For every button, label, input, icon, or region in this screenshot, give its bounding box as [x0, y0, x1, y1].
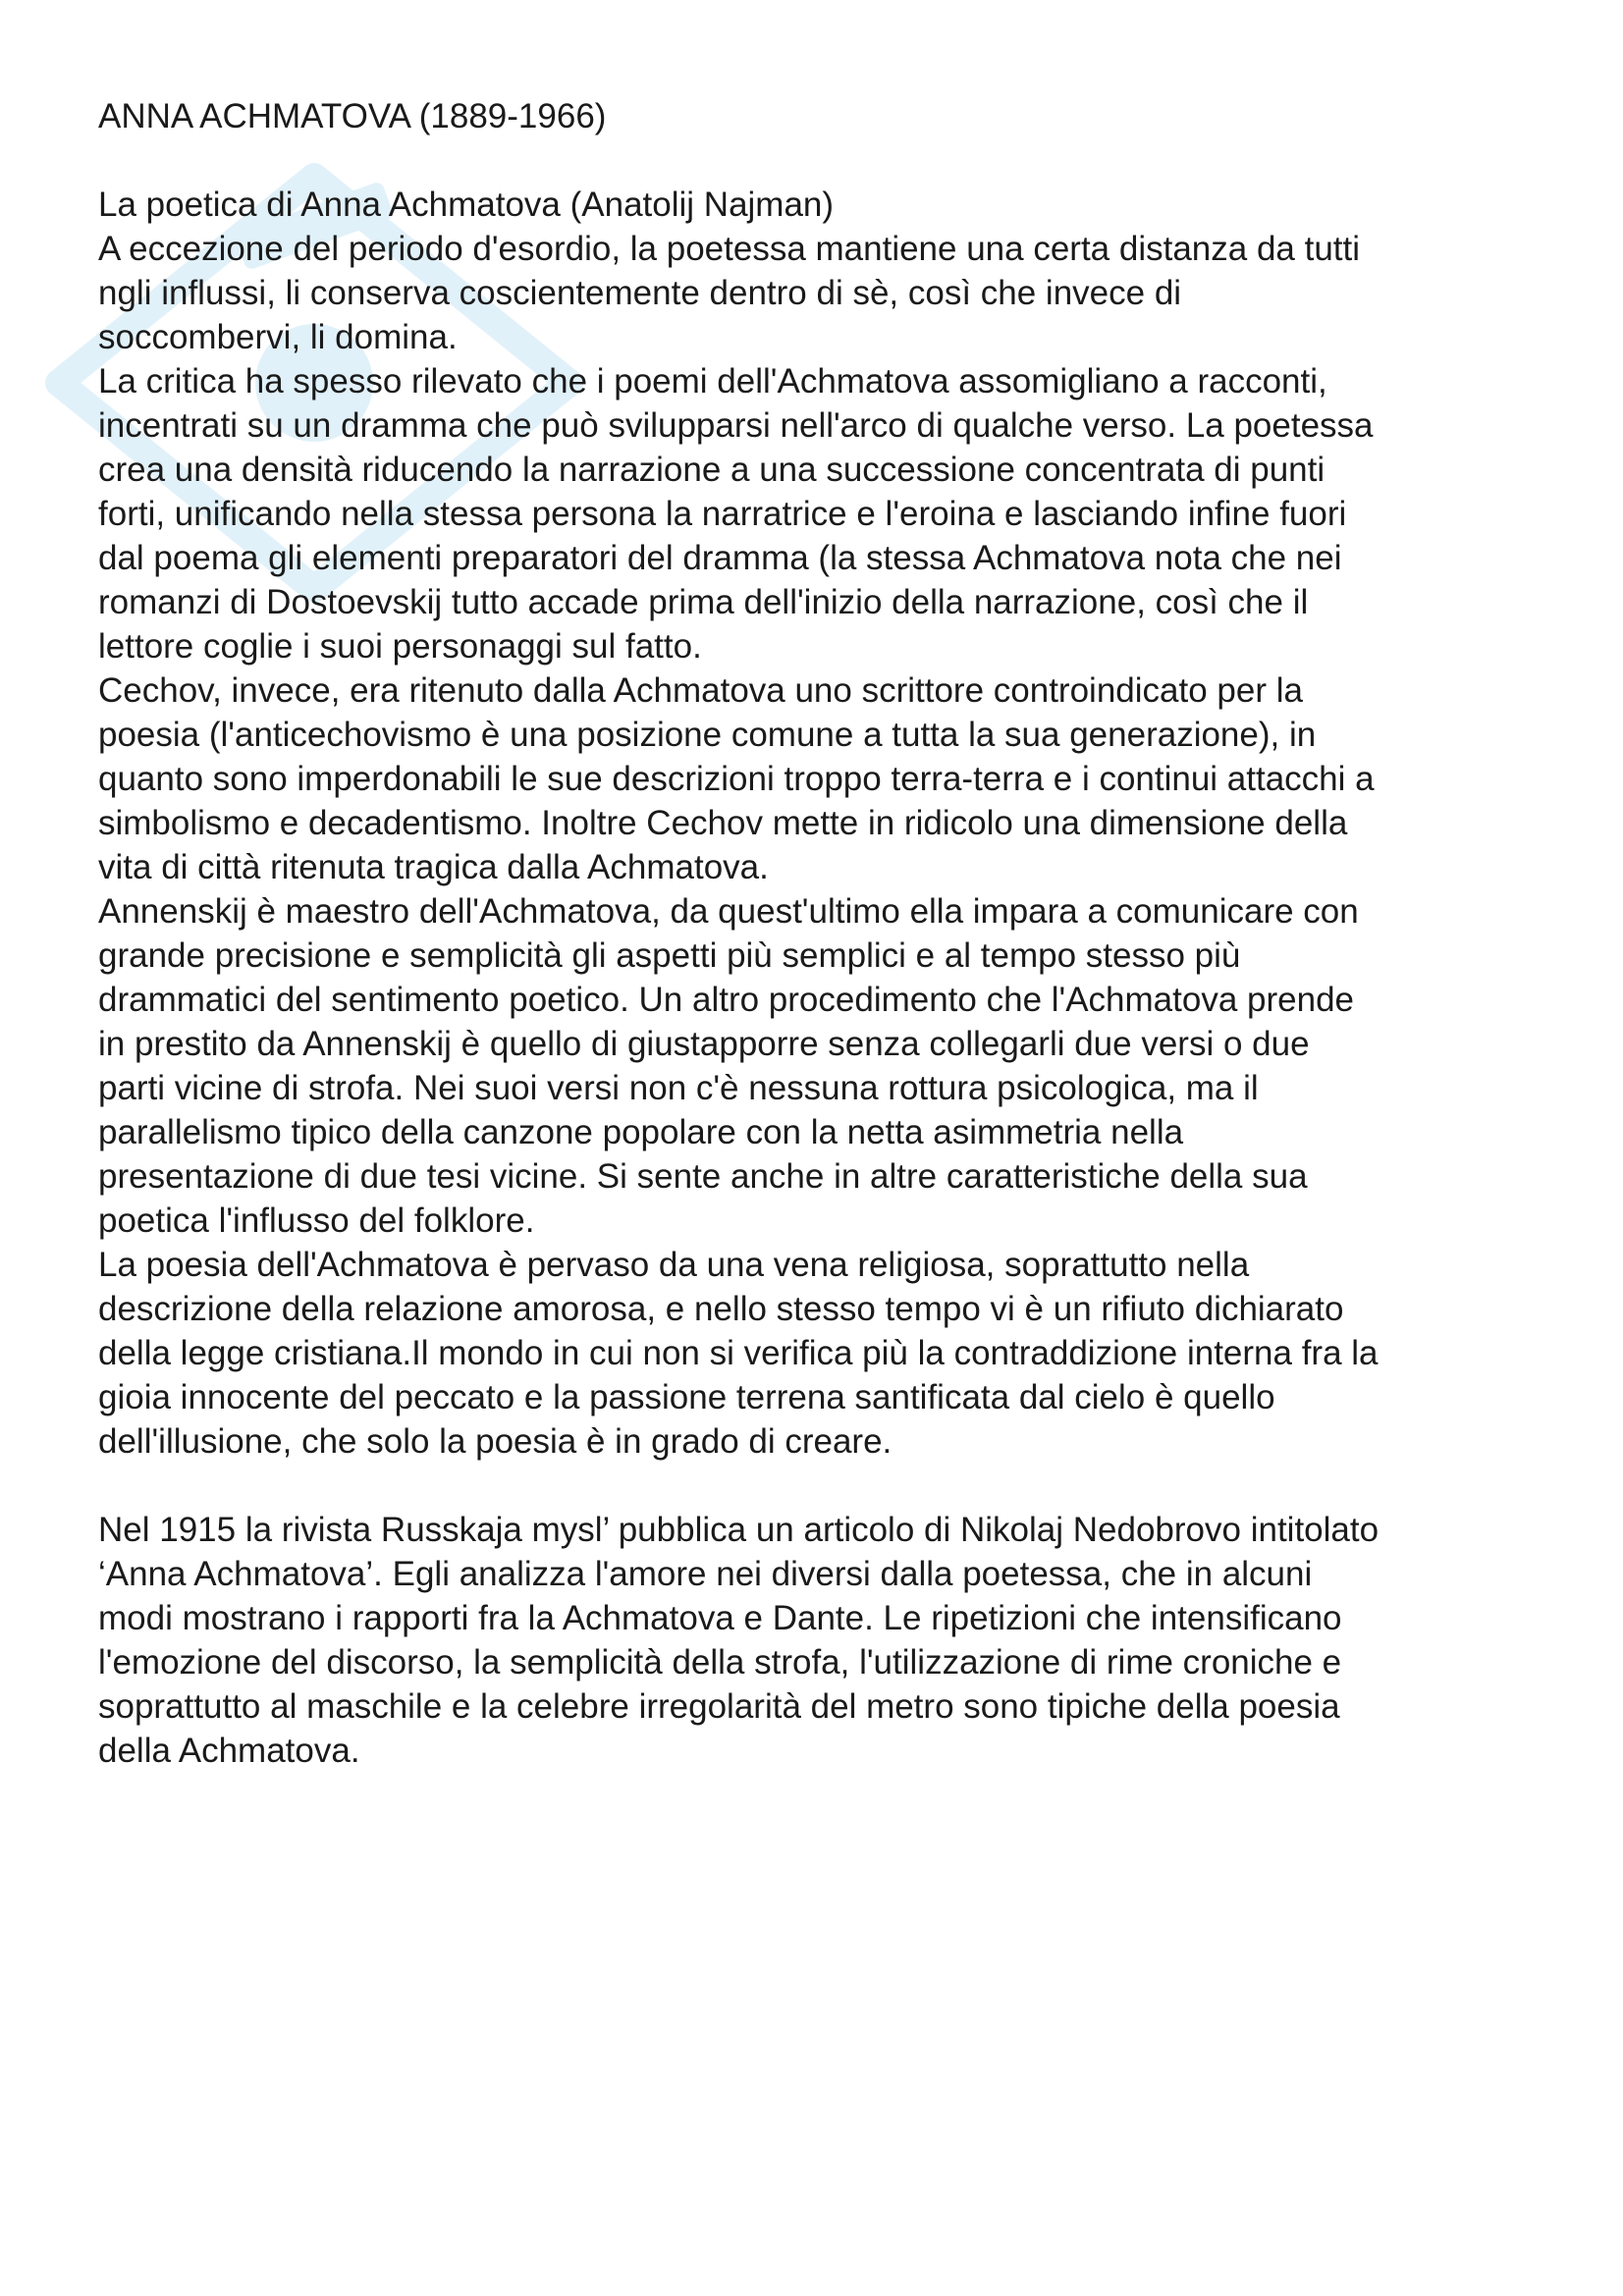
text-line: forti, unificando nella stessa persona la narratrice e l'eroina e lasciando infine fuori — [98, 495, 1347, 533]
text-line: romanzi di Dostoevskij tutto accade prima dell'inizio della narrazione, così che il — [98, 583, 1309, 621]
text-line: soccombervi, li domina. — [98, 318, 458, 356]
blank-line — [98, 138, 1542, 183]
text-line: in prestito da Annenskij è quello di giustapporre senza collegarli due versi o due — [98, 1025, 1310, 1063]
text-line: presentazione di due tesi vicine. Si sente anche in altre caratteristiche della sua — [98, 1157, 1308, 1196]
text-line: Annenskij è maestro dell'Achmatova, da quest'ultimo ella impara a comunicare con — [98, 892, 1359, 931]
text-line: dal poema gli elementi preparatori del dramma (la stessa Achmatova nota che nei — [98, 539, 1342, 577]
text-line: vita di città ritenuta tragica dalla Achmatova. — [98, 848, 769, 886]
text-line: della Achmatova. — [98, 1732, 360, 1770]
text-line: l'emozione del discorso, la semplicità della strofa, l'utilizzazione di rime croniche e — [98, 1643, 1342, 1682]
text-line: poetica l'influsso del folklore. — [98, 1201, 535, 1240]
text-line: quanto sono imperdonabili le sue descrizioni troppo terra-terra e i continui attacchi a — [98, 760, 1375, 798]
paragraph-3 — [98, 668, 1542, 889]
text-line: Cechov, invece, era ritenuto dalla Achmatova uno scrittore controindicato per la — [98, 671, 1303, 710]
text-line: incentrati su un dramma che può svilupparsi nell'arco di qualche verso. La poetessa — [98, 406, 1374, 445]
blank-line — [98, 1464, 1542, 1508]
text-line: A eccezione del periodo d'esordio, la poetessa mantiene una certa distanza da tutti — [98, 230, 1361, 268]
text-line: gioia innocente del peccato e la passione terrena santificata dal cielo è quello — [98, 1378, 1275, 1416]
text-line: soprattutto al maschile e la celebre irregolarità del metro sono tipiche della poesia — [98, 1687, 1340, 1726]
text-line: della legge cristiana.Il mondo in cui non si verifica più la contraddizione interna fra la — [98, 1334, 1379, 1372]
text-line: parti vicine di strofa. Nei suoi versi non c'è nessuna rottura psicologica, ma il — [98, 1069, 1259, 1107]
text-line: grande precisione e semplicità gli aspetti più semplici e al tempo stesso più — [98, 936, 1241, 975]
paragraph-5 — [98, 1243, 1542, 1464]
paragraph-1 — [98, 227, 1542, 359]
text-line: modi mostrano i rapporti fra la Achmatova e Dante. Le ripetizioni che intensificano — [98, 1599, 1342, 1637]
paragraph-4 — [98, 889, 1542, 1243]
text-line: dell'illusione, che solo la poesia è in grado di creare. — [98, 1422, 893, 1461]
text-line: ngli influssi, li conserva coscientemente dentro di sè, così che invece di — [98, 274, 1182, 312]
paragraph-2 — [98, 359, 1542, 668]
text-line: Nel 1915 la rivista Russkaja mysl’ pubblica un articolo di Nikolaj Nedobrovo intitolato — [98, 1511, 1380, 1549]
text-line: ‘Anna Achmatova’. Egli analizza l'amore nei diversi dalla poetessa, che in alcuni — [98, 1555, 1313, 1593]
document-subtitle: La poetica di Anna Achmatova (Anatolij Najman) — [98, 186, 835, 224]
text-line: La critica ha spesso rilevato che i poemi dell'Achmatova assomigliano a racconti, — [98, 362, 1327, 400]
text-line: crea una densità riducendo la narrazione a una successione concentrata di punti — [98, 451, 1325, 489]
text-line: La poesia dell'Achmatova è pervaso da una vena religiosa, soprattutto nella — [98, 1246, 1250, 1284]
text-line: descrizione della relazione amorosa, e nello stesso tempo vi è un rifiuto dichiarato — [98, 1290, 1344, 1328]
paragraph-6 — [98, 1508, 1542, 1773]
document-title: ANNA ACHMATOVA (1889-1966) — [98, 97, 607, 135]
text-line: lettore coglie i suoi personaggi sul fatto. — [98, 627, 702, 666]
text-line: parallelismo tipico della canzone popolare con la netta asimmetria nella — [98, 1113, 1184, 1151]
text-line: simbolismo e decadentismo. Inoltre Cechov mette in ridicolo una dimensione della — [98, 804, 1348, 842]
document-page — [98, 94, 1542, 1773]
text-line: drammatici del sentimento poetico. Un altro procedimento che l'Achmatova prende — [98, 981, 1355, 1019]
text-line: poesia (l'anticechovismo è una posizione comune a tutta la sua generazione), in — [98, 716, 1317, 754]
